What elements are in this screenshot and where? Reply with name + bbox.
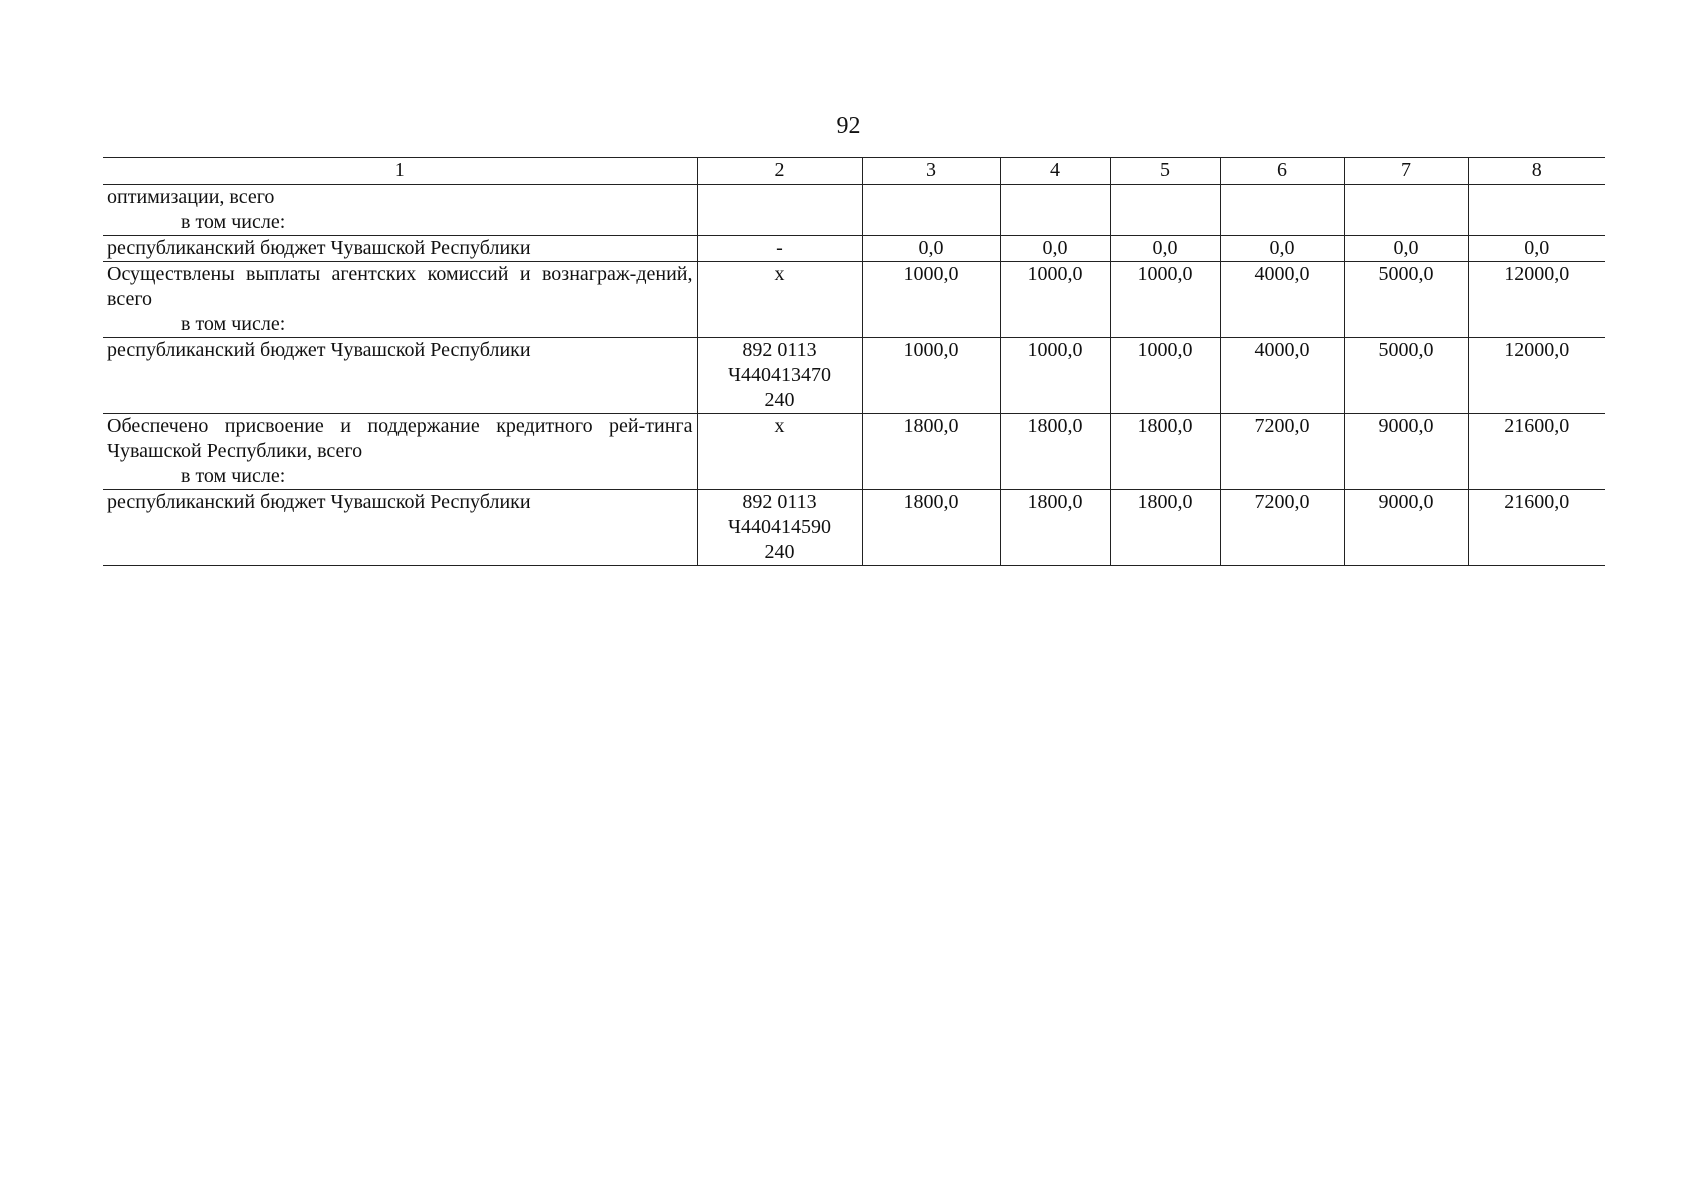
value-cell: 9000,0	[1344, 490, 1468, 566]
table-row	[103, 414, 1605, 490]
value-cell: 0,0	[1000, 236, 1110, 262]
value-cell: 1000,0	[862, 262, 1000, 338]
value-cell	[1468, 185, 1605, 236]
table-row	[103, 338, 1605, 414]
row-title: Обеспечено присвоение и поддержание кредитного рей-тинга Чувашской Республики, всего	[107, 415, 693, 462]
row-description	[103, 185, 697, 236]
value-cell	[1110, 185, 1220, 236]
row-description	[103, 236, 697, 262]
header-cell: 8	[1468, 158, 1605, 185]
value-cell	[1344, 185, 1468, 236]
value-cell	[1220, 185, 1344, 236]
table-row	[103, 236, 1605, 262]
row-subtitle: в том числе:	[181, 313, 286, 335]
header-cell: 2	[697, 158, 862, 185]
header-cell: 5	[1110, 158, 1220, 185]
value-cell: 1000,0	[1110, 262, 1220, 338]
value-cell: 0,0	[1468, 236, 1605, 262]
header-cell: 3	[862, 158, 1000, 185]
row-title: республиканский бюджет Чувашской Республики	[107, 237, 531, 259]
value-cell: 1000,0	[1000, 262, 1110, 338]
budget-code: 892 0113 Ч440413470 240	[697, 338, 862, 414]
value-cell: 5000,0	[1344, 338, 1468, 414]
value-cell: 1000,0	[1000, 338, 1110, 414]
header-cell: 6	[1220, 158, 1344, 185]
value-cell: 1000,0	[862, 338, 1000, 414]
header-row	[103, 158, 1605, 185]
value-cell: 9000,0	[1344, 414, 1468, 490]
table-row	[103, 490, 1605, 566]
value-cell: 0,0	[1110, 236, 1220, 262]
row-title: республиканский бюджет Чувашской Республики	[107, 339, 531, 361]
row-description	[103, 414, 697, 490]
value-cell	[1000, 185, 1110, 236]
row-title: Осуществлены выплаты агентских комиссий и вознаграж-дений, всего	[107, 263, 693, 310]
value-cell: 0,0	[1344, 236, 1468, 262]
value-cell: 1800,0	[1000, 414, 1110, 490]
row-description	[103, 262, 697, 338]
budget-code	[697, 185, 862, 236]
value-cell: 0,0	[862, 236, 1000, 262]
value-cell: 7200,0	[1220, 490, 1344, 566]
table-row	[103, 262, 1605, 338]
page-number: 92	[836, 113, 861, 139]
value-cell: 5000,0	[1344, 262, 1468, 338]
table-row	[103, 185, 1605, 236]
value-cell	[862, 185, 1000, 236]
value-cell: 7200,0	[1220, 414, 1344, 490]
value-cell: 12000,0	[1468, 262, 1605, 338]
budget-table	[103, 157, 1605, 566]
value-cell: 0,0	[1220, 236, 1344, 262]
row-description	[103, 490, 697, 566]
value-cell: 21600,0	[1468, 414, 1605, 490]
header-cell: 1	[103, 158, 697, 185]
row-title: оптимизации, всего	[107, 186, 275, 208]
value-cell: 4000,0	[1220, 262, 1344, 338]
row-title: республиканский бюджет Чувашской Республики	[107, 491, 531, 513]
value-cell: 1800,0	[862, 414, 1000, 490]
header-cell: 4	[1000, 158, 1110, 185]
budget-code: х	[697, 414, 862, 490]
value-cell: 1800,0	[862, 490, 1000, 566]
budget-code: -	[697, 236, 862, 262]
budget-code: х	[697, 262, 862, 338]
value-cell: 12000,0	[1468, 338, 1605, 414]
row-subtitle: в том числе:	[181, 465, 286, 487]
value-cell: 1800,0	[1110, 414, 1220, 490]
value-cell: 1000,0	[1110, 338, 1220, 414]
row-description	[103, 338, 697, 414]
row-subtitle: в том числе:	[181, 211, 286, 233]
value-cell: 4000,0	[1220, 338, 1344, 414]
budget-code: 892 0113 Ч440414590 240	[697, 490, 862, 566]
header-cell: 7	[1344, 158, 1468, 185]
value-cell: 1800,0	[1110, 490, 1220, 566]
value-cell: 21600,0	[1468, 490, 1605, 566]
value-cell: 1800,0	[1000, 490, 1110, 566]
